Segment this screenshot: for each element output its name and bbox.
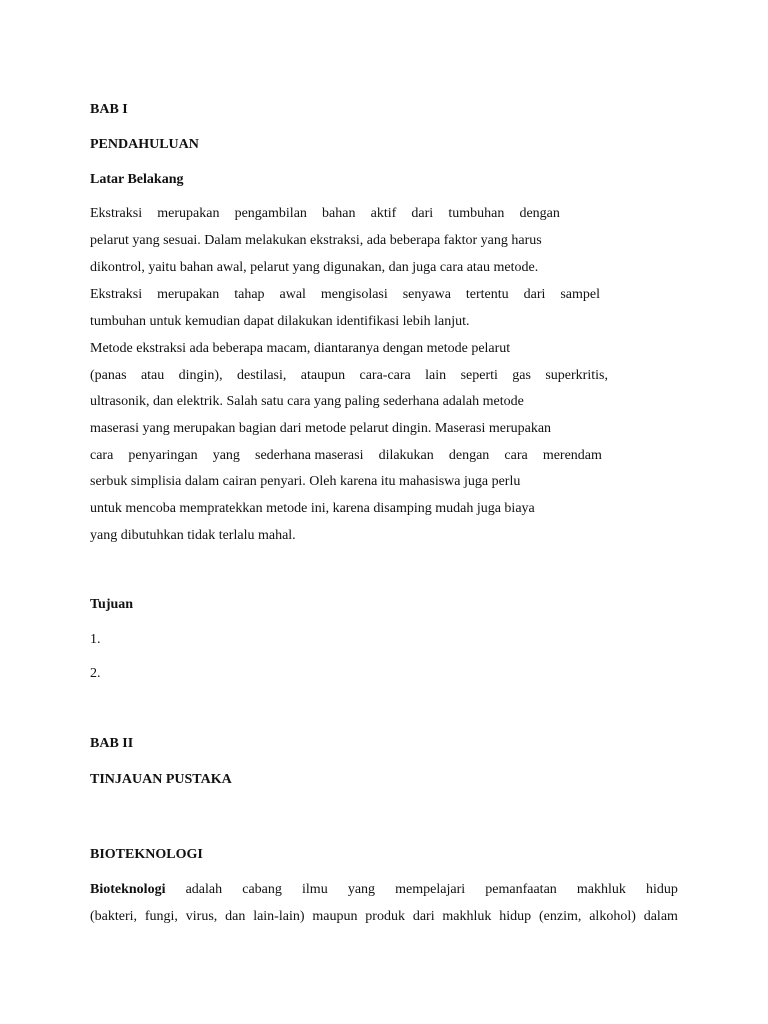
latar-line-7: (panas atau dingin), destilasi, ataupun cara-cara lain seperti gas superkritis, — [90, 368, 608, 383]
bio-line-1: Bioteknologi adalah cabang ilmu yang mempelajari pemanfaatan makhluk hidup — [90, 882, 678, 897]
latar-line-12: untuk mencoba mempratekkan metode ini, karena disamping mudah juga biaya — [90, 501, 535, 516]
tujuan-heading: Tujuan — [90, 597, 134, 612]
latar-line-5: tumbuhan untuk kemudian dapat dilakukan identifikasi lebih lanjut. — [90, 314, 470, 329]
latar-line-2: pelarut yang sesuai. Dalam melakukan ekstraksi, ada beberapa faktor yang harus — [90, 233, 542, 248]
bio-line-2: (bakteri, fungi, virus, dan lain-lain) maupun produk dari makhluk hidup (enzim, alkohol) dalam — [90, 909, 678, 924]
latar-line-8: ultrasonik, dan elektrik. Salah satu cara yang paling sederhana adalah metode — [90, 394, 524, 409]
latar-line-10: cara penyaringan yang sederhana maserasi dilakukan dengan cara merendam — [90, 448, 602, 463]
chapter-2-heading: BAB II — [90, 736, 134, 751]
latar-line-4: Ekstraksi merupakan tahap awal mengisolasi senyawa tertentu dari sampel — [90, 287, 600, 302]
pendahuluan-heading: PENDAHULUAN — [90, 137, 199, 152]
tujuan-item-2: 2. — [90, 666, 101, 681]
chapter-1-heading: BAB I — [90, 102, 128, 117]
latar-line-13: yang dibutuhkan tidak terlalu mahal. — [90, 528, 296, 543]
latar-line-9: maserasi yang merupakan bagian dari metode pelarut dingin. Maserasi merupakan — [90, 421, 552, 436]
tinjauan-pustaka-heading: TINJAUAN PUSTAKA — [90, 772, 232, 787]
latar-line-1: Ekstraksi merupakan pengambilan bahan aktif dari tumbuhan dengan — [90, 206, 560, 221]
latar-line-11: serbuk simplisia dalam cairan penyari. Oleh karena itu mahasiswa juga perlu — [90, 474, 521, 489]
tujuan-item-1: 1. — [90, 632, 101, 647]
bioteknologi-heading: BIOTEKNOLOGI — [90, 847, 203, 862]
latar-line-6: Metode ekstraksi ada beberapa macam, diantaranya dengan metode pelarut — [90, 341, 511, 356]
latar-line-3: dikontrol, yaitu bahan awal, pelarut yang digunakan, dan juga cara atau metode. — [90, 260, 539, 275]
latar-belakang-heading: Latar Belakang — [90, 172, 184, 187]
